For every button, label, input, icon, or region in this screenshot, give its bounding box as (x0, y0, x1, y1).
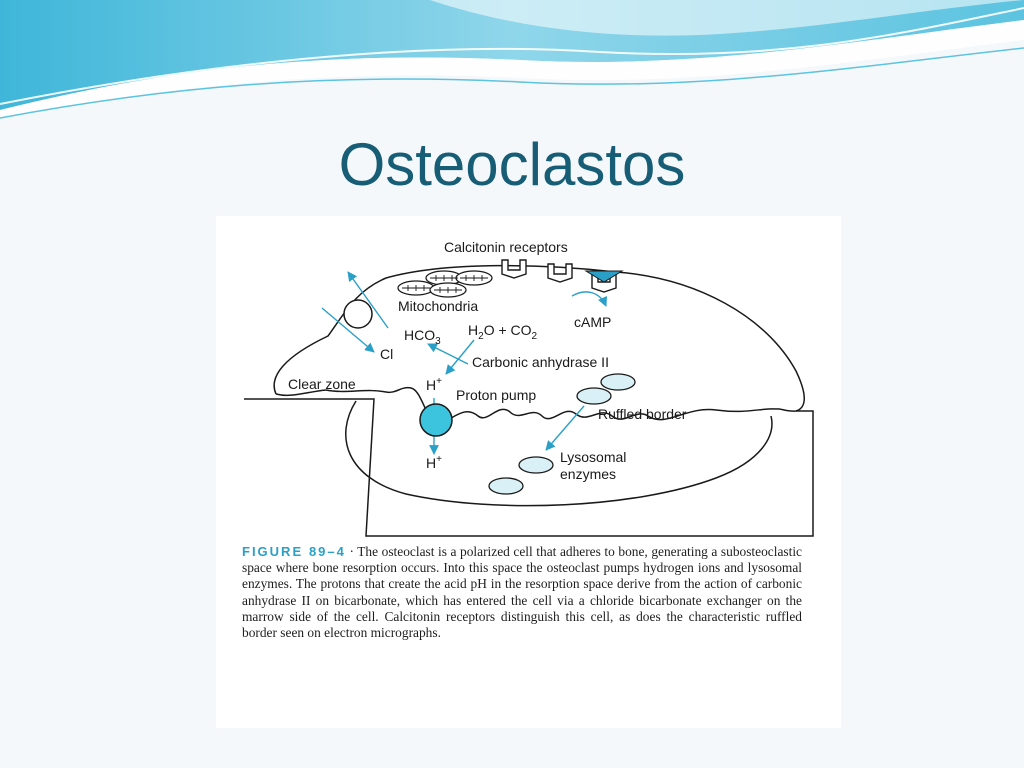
proton-pump (420, 404, 452, 436)
label-carbonic-anhydrase: Carbonic anhydrase II (472, 354, 609, 370)
caption-text: The osteoclast is a polarized cell that adheres to bone, generating a subosteoclastic space where bone resorption occurs. Into this space the osteoclast pumps hydrogen ions and lysosomal enzymes. The protons that create the acid pH in the resorption space derive from the action of carbonic anhydrase II on bicarbonate, which has entered the cell via a chloride bicarbonate exchanger on the marrow side of the cell. Calcitonin receptors distinguish this cell, as does the characteristic ruffled border seen on electron micrographs. (242, 544, 802, 641)
lysosome-vesicle-2 (577, 388, 611, 404)
osteoclast-diagram (216, 216, 841, 546)
camp-arrow (572, 292, 606, 306)
label-lysosomal: Lysosomal (560, 449, 627, 465)
label-hco3: $HCO_3$ (404, 327, 441, 347)
resorption-lacuna (346, 401, 772, 506)
lysosome-vesicle-1 (601, 374, 635, 390)
label-calcitonin-receptors: Calcitonin receptors (444, 239, 568, 255)
label-h2o-co2: $H_2O + CO_2$ (468, 322, 538, 342)
lysosome-vesicle-3 (519, 457, 553, 473)
co2-to-h-arrow (446, 340, 474, 374)
label-h-plus-bottom: H+ (426, 454, 442, 471)
label-proton-pump: Proton pump (456, 387, 537, 403)
chloride-bicarbonate-exchanger (344, 300, 372, 328)
figure-caption (242, 544, 802, 641)
label-ruffled-border: Ruffled border (598, 406, 687, 422)
label-cl: Cl (380, 346, 394, 362)
label-enzymes: enzymes (560, 466, 617, 482)
mitochondria-group (398, 271, 492, 297)
label-h-plus-top: H+ (426, 376, 442, 393)
label-camp: cAMP (574, 314, 612, 330)
label-clear-zone: Clear zone (288, 376, 356, 392)
lysosome-vesicle-4 (489, 478, 523, 494)
figure-card (216, 216, 841, 728)
ruffled-border-line (326, 388, 776, 423)
figure-number: FIGURE 89–4 (242, 544, 346, 559)
slide-title: Osteoclastos (338, 131, 686, 198)
caption-bullet: · (349, 544, 354, 559)
label-mitochondria: Mitochondria (398, 298, 479, 314)
calcitonin-receptor-1 (502, 260, 526, 278)
